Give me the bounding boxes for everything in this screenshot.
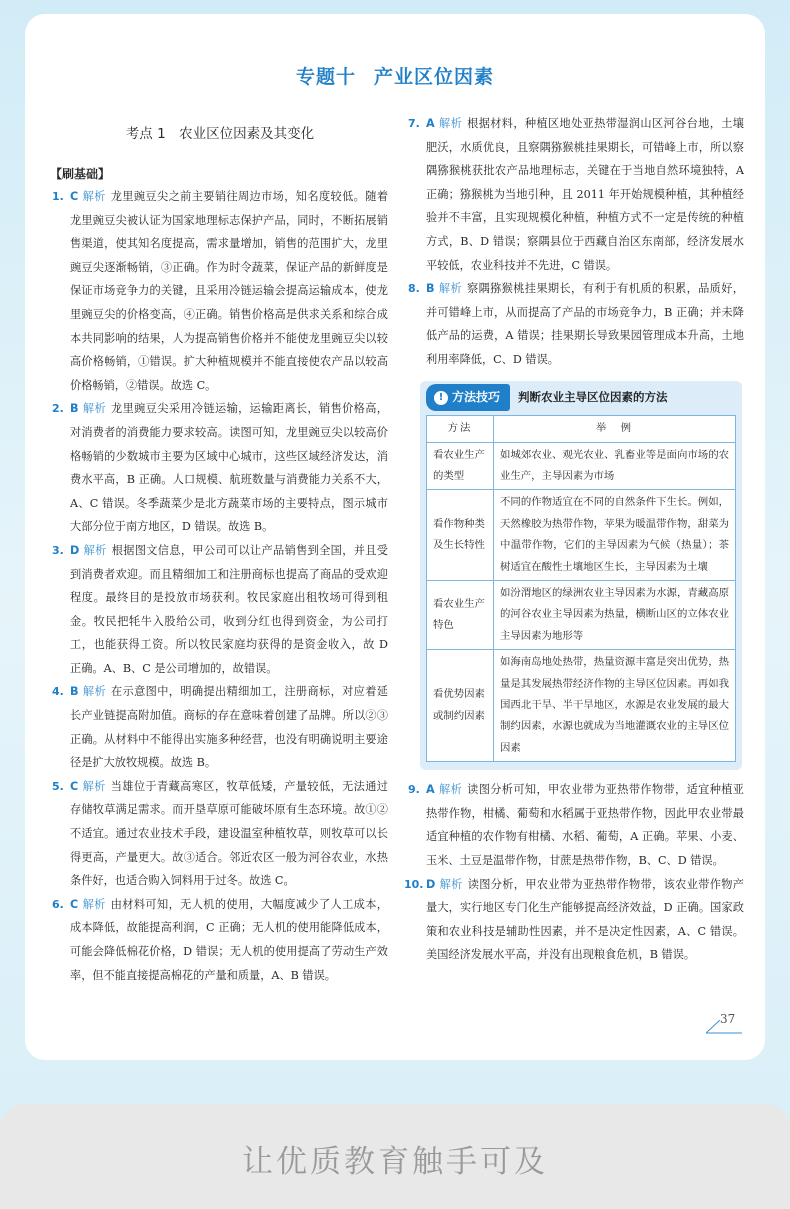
- table-row: [427, 650, 736, 762]
- analysis-label: 解析: [438, 282, 463, 296]
- table-header-row: [427, 415, 736, 442]
- answer-letter: C: [70, 190, 79, 203]
- question-item: [52, 397, 388, 539]
- kaodian-heading: 考点 1 农业区位因素及其变化: [125, 126, 315, 142]
- analysis-text: 由材料可知，无人机的使用，大幅度减少了人工成本，成本降低，故能提高利润，C 正确；无人机的使用能降低成本，可能会降低棉花价格，D 错误；无人机的使用提高了劳动生产效率，但不能直接提高棉花的产量和质量，A、B 错误。: [70, 897, 388, 982]
- analysis-label: 解析: [438, 783, 463, 797]
- question-list-left: [52, 185, 388, 987]
- analysis-text: 当雄位于青藏高寒区，牧草低矮，产量较低，无法通过存储牧草满足需求。而开垦草原可能破坏原有生态环境。故①②不适宜。通过农业技术手段，建设温室种植牧草，则牧草可以长得更高，产量更大。故③适合。邻近农区一般为河谷农业，水热条件好，也适合购入饲料用于过冬。故选 C。: [70, 779, 388, 888]
- analysis-text: 龙里豌豆尖之前主要销往周边市场，知名度较低。随着龙里豌豆尖被认证为国家地理标志保护产品，同时，不断拓展销售渠道，使其知名度提高，需求量增加，销售的范围扩大，龙里豌豆尖逐渐畅销，③正确。作为时令蔬菜，保证产品的新鲜度是保证市场竞争力的关键，且采用冷链运输会提高运输成本，使龙里豌豆尖的价格变高，④正确。销售价格高是供求关系和综合成本共同影响的结果，人为提高销售价格并不能使龙里豌豆尖以较高价格畅销，①错误。扩大种植规模并不能直接使农产品以较高价格畅销，②错误。故选 C。: [70, 190, 388, 392]
- table-row: [427, 442, 736, 490]
- example-cell: 不同的作物适宜在不同的自然条件下生长。例如，天然橡胶为热带作物，苹果为暖温带作物，甜菜为中温带作物，它们的主导因素为气候（热量）；茶树适宜在酸性土壤地区生长，主导因素为土壤: [494, 490, 736, 581]
- question-number: 1.: [52, 190, 64, 203]
- question-item: [408, 277, 744, 371]
- analysis-label: 解析: [82, 402, 107, 416]
- answer-letter: B: [426, 282, 435, 296]
- question-item: [408, 778, 744, 872]
- right-column: [404, 112, 744, 967]
- analysis-text: 根据图文信息，甲公司可以让产品销售到全国，并且受到消费者欢迎。而且精细加工和注册商标也提高了商品的受欢迎程度。最终目的是投放市场获利。牧民家庭出租牧场可得到租金。牧民把牦牛入股给公司，收到分红也得到资金，为公司打工，也能获得工资。所以牧民家庭均获得的是资金收入，故 D 正确。A、B、C 是公司增加的，故错误。: [70, 543, 388, 675]
- analysis-text: 龙里豌豆尖采用冷链运输，运输距离长，销售价格高，对消费者的消费能力要求较高。读图可知，龙里豌豆尖以较高价格畅销的少数城市主要为区域中心城市，这些区域经济发达，消费水平高，B 正确。人口规模、航班数量与消费能力关系不大，A、C 错误。冬季蔬菜少是北方蔬菜市场的主要特点，图示城市大部分位于南方地区，D 错误。故选 B。: [70, 402, 388, 534]
- method-table: [426, 415, 736, 763]
- method-cell: 看作物种类及生长特性: [427, 490, 494, 581]
- method-title: 判断农业主导区位因素的方法: [518, 389, 668, 404]
- analysis-label: 解析: [82, 779, 106, 793]
- analysis-text: 根据材料，种植区地处亚热带湿润山区河谷台地，土壤肥沃，水质优良，且察隅猕猴桃挂果期长，可错峰上市，所以察隅猕猴桃获批农产品地理标志，关键在于当地自然环境独特，A 正确；猕猴桃为当地引种，且 2011 年开始规模种植，其种植经验并不丰富，且实现规模化种植，种植方式不一定是传统的种植方式，B、D 错误；察隅县位于西藏自治区东南部，经济发展水平较低，农业科技并不先进，C 错误。: [426, 117, 744, 272]
- method-cell: 看农业生产的类型: [427, 442, 494, 490]
- page-number: 37: [720, 1012, 736, 1026]
- analysis-label: 解析: [82, 897, 106, 911]
- question-number: 6.: [52, 897, 64, 911]
- question-item: [52, 539, 388, 681]
- table-row: [427, 580, 736, 649]
- answer-letter: B: [70, 402, 79, 416]
- analysis-text: 读图分析，甲农业带为亚热带作物带，该农业带作物产量大，实行地区专门化生产能够提高经济效益，D 正确。国家政策和农业科技是辅助性因素，并不是决定性因素，A、C 错误。美国经济发展水平高，并没有出现粮食危机，B 错误。: [426, 877, 744, 962]
- analysis-label: 解析: [82, 685, 107, 699]
- question-item: [408, 112, 744, 277]
- question-number: 10.: [404, 877, 424, 891]
- question-item: [52, 775, 388, 893]
- answer-letter: D: [426, 877, 436, 891]
- question-item: [52, 893, 388, 987]
- answer-letter: C: [70, 897, 79, 911]
- question-number: 7.: [408, 117, 420, 130]
- answer-letter: A: [426, 117, 435, 130]
- method-header: [426, 387, 736, 409]
- table-header-example: 举 例: [494, 415, 736, 442]
- example-cell: 如海南岛地处热带，热量资源丰富是突出优势，热量是其发展热带经济作物的主导区位因素。再如我国西北干旱、半干旱地区，水源是农业发展的最大制约因素，水源也就成为当地灌溉农业的主导区位因素: [494, 650, 736, 762]
- question-list-right-top: [408, 112, 744, 372]
- method-cell: 看优势因素或制约因素: [427, 650, 494, 762]
- footer-slogan: 让优质教育触手可及: [242, 1144, 548, 1180]
- table-row: [427, 490, 736, 581]
- analysis-text: 在示意图中，明确提出精细加工，注册商标，对应着延长产业链提高附加值。商标的存在意味着创建了品牌。所以②③正确。从材料中不能得出实施多种经营，也没有明确说明主要途径是扩大放牧规模。故选 B。: [70, 685, 388, 770]
- answer-letter: B: [70, 685, 79, 699]
- method-cell: 看农业生产特色: [427, 580, 494, 649]
- analysis-label: 解析: [82, 190, 106, 203]
- lightbulb-icon: !: [434, 391, 448, 405]
- page-number-decoration: [706, 1020, 742, 1034]
- question-number: 2.: [52, 402, 64, 416]
- question-number: 3.: [52, 543, 64, 557]
- left-column: [52, 122, 388, 987]
- analysis-label: 解析: [83, 543, 107, 557]
- example-cell: 如汾渭地区的绿洲农业主导因素为水源，青藏高原的河谷农业主导因素为热量，横断山区的立体农业主导因素为地形等: [494, 580, 736, 649]
- analysis-label: 解析: [439, 877, 463, 891]
- example-cell: 如城郊农业、观光农业、乳畜业等是面向市场的农业生产，主导因素为市场: [494, 442, 736, 490]
- question-number: 4.: [52, 685, 64, 699]
- method-box: [420, 381, 742, 771]
- question-item: [52, 185, 388, 397]
- page-title: 专题十 产业区位因素: [295, 66, 495, 88]
- answer-letter: C: [70, 779, 79, 793]
- method-tag-label: 方法技巧: [452, 389, 501, 404]
- question-number: 9.: [408, 783, 420, 797]
- question-item: [52, 680, 388, 774]
- question-number: 8.: [408, 282, 420, 296]
- analysis-text: 察隅猕猴桃挂果期长，有利于有机质的积累，品质好，并可错峰上市，从而提高了产品的市场竞争力，B 正确；并未降低产品的运费，A 错误；挂果期长导致果园管理成本升高，土地利用率降低，C、D 错误。: [426, 282, 744, 366]
- analysis-label: 解析: [438, 117, 463, 130]
- section-label: 【刷基础】: [50, 167, 111, 181]
- question-item: [404, 873, 744, 967]
- answer-letter: A: [426, 783, 435, 797]
- question-number: 5.: [52, 779, 64, 793]
- table-header-method: 方法: [427, 415, 494, 442]
- method-tag: [426, 384, 510, 412]
- method-table-body: [427, 442, 736, 762]
- analysis-text: 读图分析可知，甲农业带为亚热带作物带，适宜种植亚热带作物，柑橘、葡萄和水稻属于亚热带作物，因此甲农业带最适宜种植的农作物有柑橘、水稻、葡萄，A 正确。苹果、小麦、玉米、土豆是温带作物，甘蔗是热带作物，B、C、D 错误。: [426, 783, 744, 867]
- answer-letter: D: [70, 543, 80, 557]
- question-list-right-bottom: [404, 778, 744, 967]
